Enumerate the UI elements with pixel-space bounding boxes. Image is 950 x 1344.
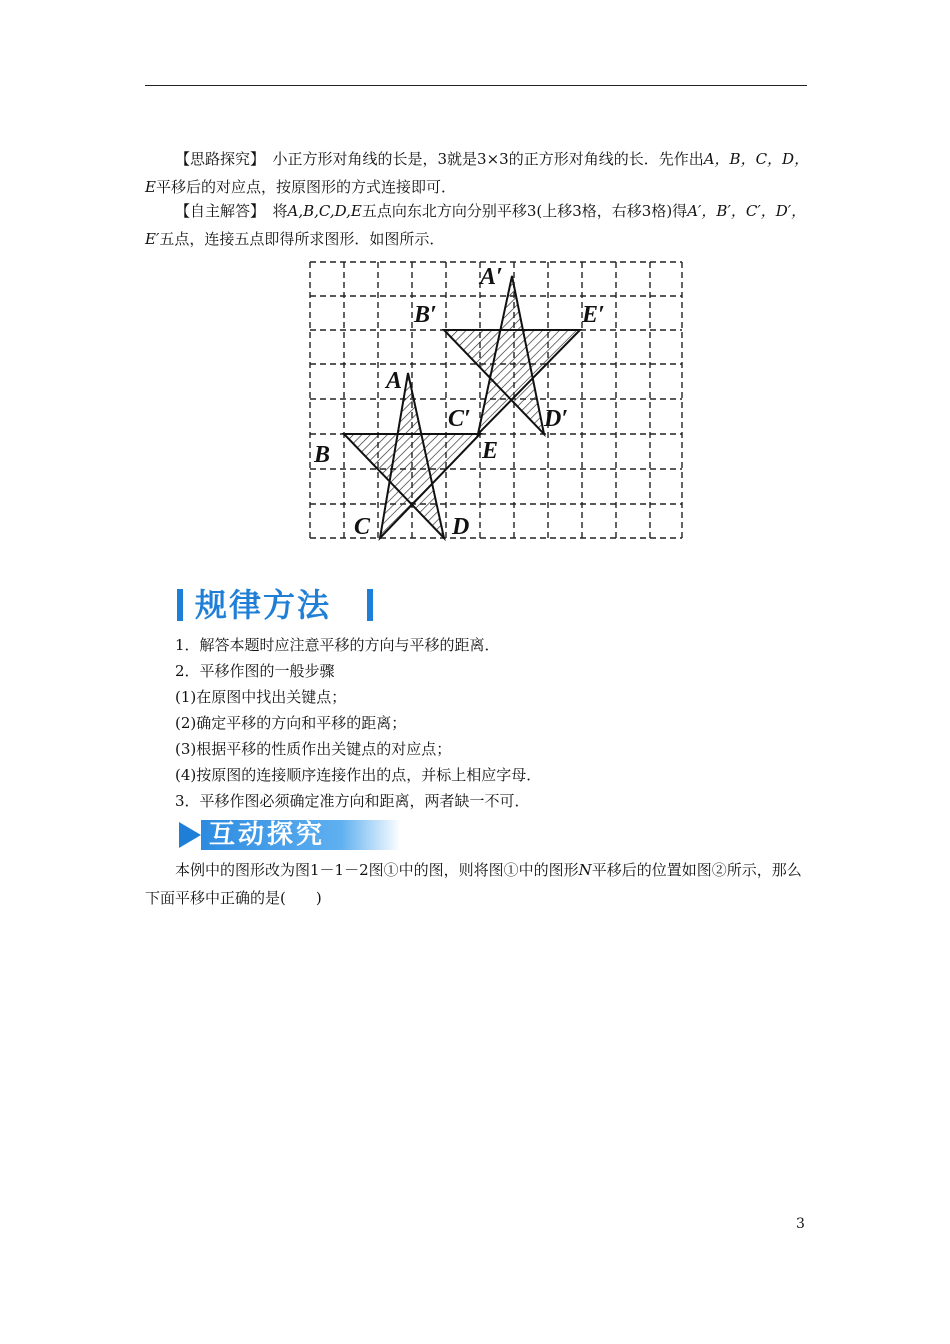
method-banner: [177, 585, 377, 625]
interactive-title: 互动探究: [209, 820, 326, 850]
label-B-prime: B′: [414, 302, 437, 328]
label-D-prime: D′: [544, 406, 569, 432]
list-item: 3．平移作图必须确定准方向和距离，两者缺一不可．: [175, 792, 530, 810]
header-rule: [145, 85, 807, 86]
star-translation-figure: [300, 250, 690, 545]
label-E: E: [482, 438, 499, 464]
list-item: (3)根据平移的性质作出关键点的对应点；: [175, 740, 452, 758]
interactive-N: N: [578, 861, 592, 879]
answer-tag: 【自主解答】: [175, 202, 258, 220]
answer-text-b: 五点向东北方向分别平移3(上移3格，右移3格)得: [361, 202, 688, 220]
label-D: D: [452, 514, 470, 540]
interactive-text-a: 本例中的图形改为图1－1－2图①中的图，则将图①中的图形: [175, 861, 579, 879]
label-A: A: [386, 368, 403, 394]
play-arrow-icon: [177, 818, 203, 852]
banner-bar-left: [177, 589, 183, 621]
thinking-text-a: 小正方形对角线的长是，3就是3×3的正方形对角线的长．先作出: [257, 150, 704, 168]
answer-points: A,B,C,D,E: [287, 202, 362, 220]
list-item: 1．解答本题时应注意平移的方向与平移的距离．: [175, 636, 500, 654]
interactive-paragraph: [145, 856, 810, 912]
list-item: (2)确定平移的方向和平移的距离；: [175, 714, 407, 732]
label-A-prime: A′: [480, 264, 503, 290]
interactive-text-b: 平移后的位置如图②所示，那么下面平移中正确的是( ): [145, 861, 802, 907]
banner-bar-right: [367, 589, 373, 621]
answer-paragraph: [145, 197, 810, 253]
method-list: [175, 632, 541, 814]
list-item: (4)按原图的连接顺序连接作出的点，并标上相应字母．: [175, 766, 542, 784]
method-title: 规律方法: [195, 586, 332, 624]
answer-text-c: 五点，连接五点即得所求图形．如图所示．: [159, 230, 445, 248]
label-B: B: [314, 442, 331, 468]
thinking-points: A，B，C，D，E: [145, 150, 810, 196]
thinking-text-b: 平移后的对应点，按原图形的方式连接即可．: [155, 178, 456, 196]
label-C: C: [354, 514, 371, 540]
list-item: (1)在原图中找出关键点；: [175, 688, 347, 706]
label-E-prime: E′: [582, 302, 605, 328]
thinking-paragraph: [145, 145, 810, 201]
thinking-tag: 【思路探究】: [175, 150, 258, 168]
answer-points-prime: A′，B′，C′，D′，E′: [145, 202, 807, 248]
interactive-banner: [177, 818, 407, 852]
label-C-prime: C′: [448, 406, 471, 432]
list-item: 2．平移作图的一般步骤: [175, 662, 335, 680]
page-number: 3: [796, 1216, 805, 1232]
answer-text-a: 将: [257, 202, 288, 220]
